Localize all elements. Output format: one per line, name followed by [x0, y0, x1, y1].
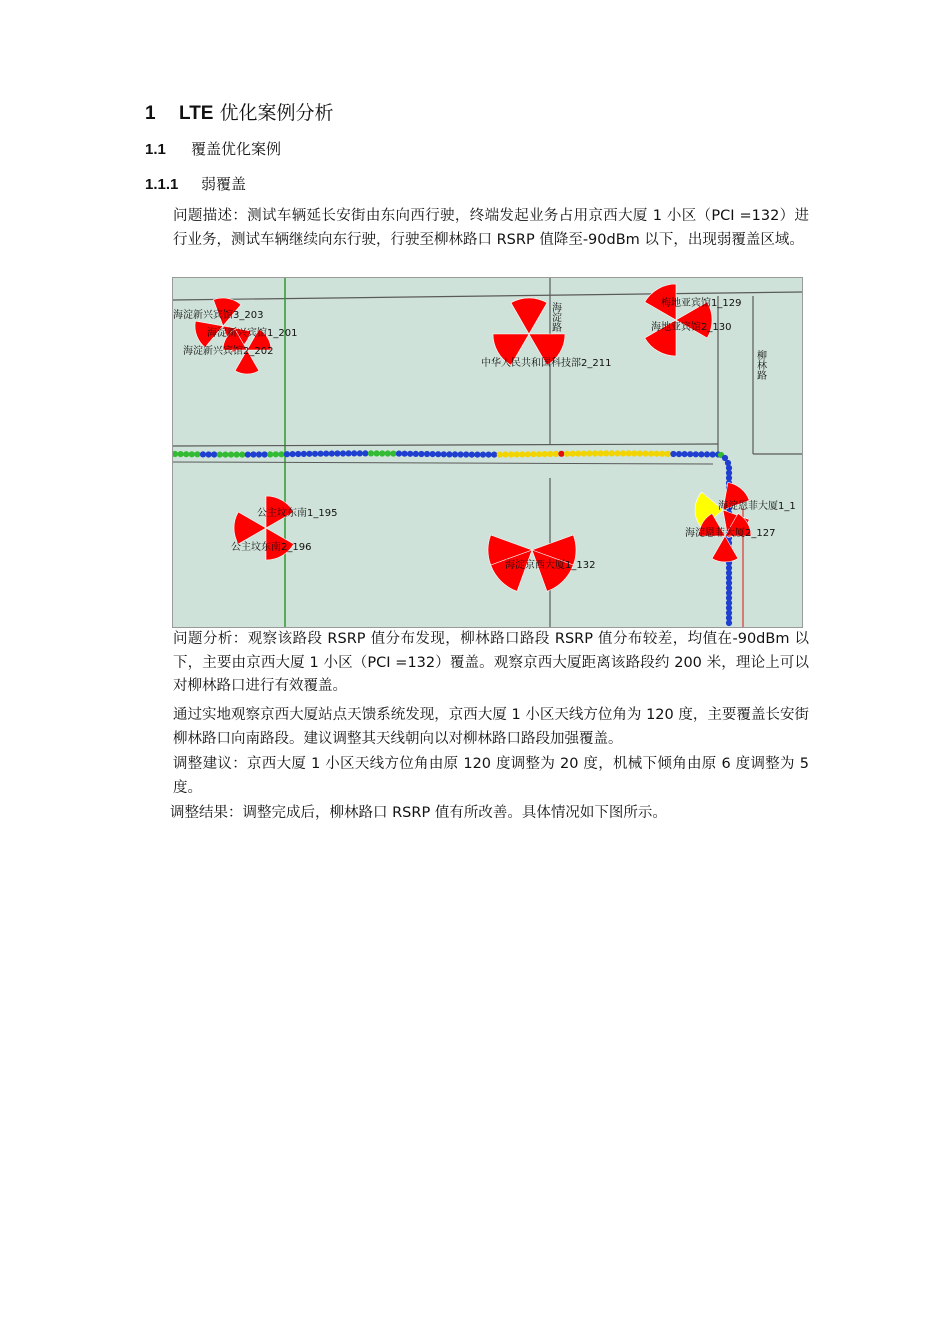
route-sample-point — [234, 452, 240, 458]
route-sample-point — [486, 452, 492, 458]
label-xinxing-1: 海淀新兴宾馆1_201 — [207, 328, 298, 339]
heading-3-number: 1.1.1 — [145, 176, 179, 193]
cell-sector-wedge — [511, 298, 547, 334]
route-sample-point — [194, 451, 200, 457]
route-sample-point — [469, 452, 475, 458]
route-sample-point — [250, 451, 256, 457]
route-sample-point — [351, 450, 357, 456]
route-sample-point — [402, 451, 408, 457]
route-sample-point — [334, 450, 340, 456]
route-sample-point — [424, 451, 430, 457]
route-sample-point — [446, 451, 452, 457]
route-sample-point — [704, 451, 710, 457]
label-road-haidian: 海淀路 — [549, 302, 561, 332]
coverage-map — [172, 277, 803, 628]
route-sample-point — [609, 450, 615, 456]
route-sample-point — [290, 451, 296, 457]
heading-1-title: 优化案例分析 — [219, 102, 334, 124]
label-xinxing-3: 海淀新兴宾馆3_203 — [173, 310, 264, 321]
route-sample-point — [346, 450, 352, 456]
route-sample-point — [564, 451, 570, 457]
route-sample-point — [514, 451, 520, 457]
route-sample-point — [390, 451, 396, 457]
route-sample-point — [726, 620, 732, 626]
drive-test-route — [173, 450, 732, 626]
route-sample-point — [368, 450, 374, 456]
heading-1-number: 1 — [145, 103, 156, 124]
route-sample-point — [598, 450, 604, 456]
heading-1 — [145, 98, 334, 125]
route-sample-point — [670, 451, 676, 457]
route-sample-point — [362, 450, 368, 456]
route-sample-point — [284, 451, 290, 457]
route-sample-point — [206, 451, 212, 457]
route-sample-point — [323, 451, 329, 457]
route-sample-point — [474, 452, 480, 458]
coverage-map-svg — [173, 278, 802, 627]
route-sample-point — [659, 451, 665, 457]
route-sample-point — [592, 450, 598, 456]
route-sample-point — [256, 451, 262, 457]
route-sample-point — [508, 451, 514, 457]
route-sample-point — [637, 450, 643, 456]
route-sample-point — [682, 451, 688, 457]
route-sample-point — [502, 451, 508, 457]
heading-3 — [145, 173, 246, 194]
route-sample-point — [245, 452, 251, 458]
road-changan-south-edge — [173, 462, 713, 464]
heading-2 — [145, 138, 281, 159]
route-sample-point — [693, 451, 699, 457]
route-sample-point — [480, 452, 486, 458]
route-sample-point — [178, 451, 184, 457]
route-sample-point — [463, 451, 469, 457]
adjustment-result: 调整结果：调整完成后，柳林路口 RSRP 值有所改善。具体情况如下图所示。 — [170, 805, 667, 821]
route-sample-point — [491, 452, 497, 458]
route-sample-point — [620, 450, 626, 456]
route-sample-point — [396, 451, 402, 457]
label-jingxi-1: 海淀京西大厦1_132 — [505, 560, 596, 571]
route-sample-point — [306, 451, 312, 457]
route-sample-point — [586, 450, 592, 456]
route-sample-point — [698, 451, 704, 457]
route-sample-point — [228, 452, 234, 458]
route-sample-point — [570, 451, 576, 457]
route-sample-point — [441, 451, 447, 457]
route-sample-point — [189, 451, 195, 457]
route-sample-point — [458, 451, 464, 457]
route-sample-point — [312, 451, 318, 457]
heading-1-lte: LTE — [179, 103, 214, 124]
route-sample-point — [435, 451, 441, 457]
route-sample-point — [626, 450, 632, 456]
route-sample-point — [357, 450, 363, 456]
problem-description: 问题描述：测试车辆延长安街由东向西行驶，终端发起业务占用京西大厦 1 小区（PCI =132）进行业务，测试车辆继续向东行驶，行驶至柳林路口 RSRP 值降至-90dBm 以下，出现弱覆盖区域。 — [173, 208, 809, 248]
route-sample-point — [530, 451, 536, 457]
label-xinxing-2: 海淀新兴宾馆2_202 — [183, 346, 274, 357]
route-sample-point — [173, 451, 178, 457]
cell-sector-wedge — [712, 536, 738, 562]
route-sample-point — [267, 451, 273, 457]
route-sample-point — [519, 451, 525, 457]
road-changan-north-edge — [173, 444, 718, 446]
route-sample-point — [648, 451, 654, 457]
route-sample-point — [329, 451, 335, 457]
route-sample-point — [581, 451, 587, 457]
label-enfei-2: 海淀恩菲大厦2_127 — [685, 528, 776, 539]
route-sample-point — [407, 451, 413, 457]
route-sample-point — [222, 452, 228, 458]
route-sample-point — [614, 450, 620, 456]
route-sample-point — [418, 451, 424, 457]
label-enfei-1: 海淀恩菲大厦1_1 — [718, 501, 796, 512]
label-gongzhufen-1: 公主坟东南1_195 — [257, 508, 338, 519]
route-sample-point — [183, 451, 189, 457]
heading-2-number: 1.1 — [145, 141, 166, 158]
route-sample-point — [676, 451, 682, 457]
route-sample-point — [547, 451, 553, 457]
route-sample-point — [542, 451, 548, 457]
route-sample-point — [379, 450, 385, 456]
route-sample-point — [553, 451, 559, 457]
heading-3-title: 弱覆盖 — [201, 175, 247, 193]
label-meidiya-2: 海地亚宾馆2_130 — [651, 322, 732, 333]
route-sample-point — [374, 450, 380, 456]
route-sample-point — [301, 451, 307, 457]
heading-2-title: 覆盖优化案例 — [191, 140, 282, 158]
route-sample-point — [631, 450, 637, 456]
route-sample-point — [525, 451, 531, 457]
route-sample-point — [430, 451, 436, 457]
route-sample-point — [295, 451, 301, 457]
route-sample-point — [340, 450, 346, 456]
route-sample-point — [710, 451, 716, 457]
route-sample-point — [642, 451, 648, 457]
adjustment-suggestion: 调整建议：京西大厦 1 小区天线方位角由原 120 度调整为 20 度，机械下倾角由原 6 度调整为 5 度。 — [173, 756, 809, 796]
route-sample-point — [200, 451, 206, 457]
route-sample-point — [654, 451, 660, 457]
route-sample-point — [452, 451, 458, 457]
route-sample-point — [262, 451, 268, 457]
route-sample-point — [217, 452, 223, 458]
route-sample-point — [239, 452, 245, 458]
label-kejibu-2: 中华人民共和国科技部2_211 — [481, 358, 612, 369]
route-sample-point — [603, 450, 609, 456]
route-sample-point — [273, 451, 279, 457]
field-observation: 通过实地观察京西大厦站点天馈系统发现，京西大厦 1 小区天线方位角为 120 度，主要覆盖长安街柳林路口向南路段。建议调整其天线朝向以对柳林路口路段加强覆盖。 — [173, 707, 809, 747]
route-sample-point — [536, 451, 542, 457]
route-sample-point — [413, 451, 419, 457]
route-sample-point — [558, 451, 564, 457]
route-sample-point — [687, 451, 693, 457]
route-sample-point — [665, 451, 671, 457]
label-meidiya-1: 梅地亚宾馆1_129 — [661, 298, 742, 309]
route-sample-point — [575, 451, 581, 457]
label-road-liulin: 柳林路 — [754, 350, 766, 380]
route-sample-point — [211, 451, 217, 457]
route-sample-point — [385, 450, 391, 456]
label-gongzhufen-2: 公主坟东南2_196 — [231, 542, 312, 553]
route-sample-point — [497, 452, 503, 458]
route-sample-point — [278, 451, 284, 457]
problem-analysis: 问题分析：观察该路段 RSRP 值分布发现，柳林路口路段 RSRP 值分布较差，均值在-90dBm 以下，主要由京西大厦 1 小区（PCI =132）覆盖。观察京西大厦距离该路段约 200 米，理论上可以对柳林路口进行有效覆盖。 — [173, 631, 809, 694]
route-sample-point — [318, 451, 324, 457]
